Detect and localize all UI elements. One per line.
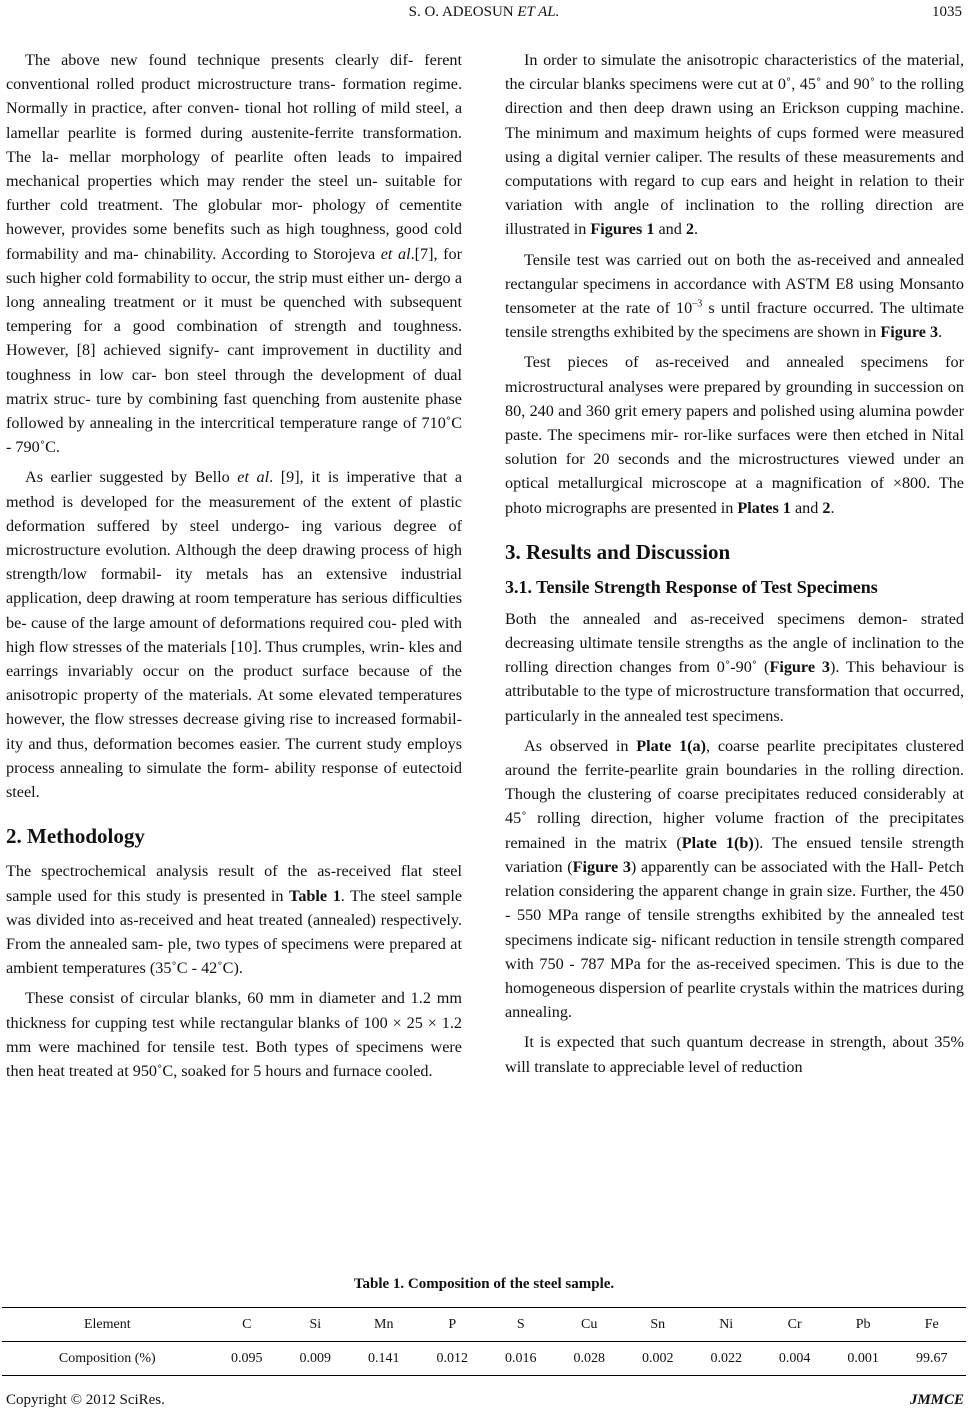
table-header-cell: C [213, 1308, 281, 1342]
plate-ref-link[interactable]: 2 [822, 498, 831, 517]
table-header-cell: P [418, 1308, 486, 1342]
section-heading-results: 3. Results and Discussion [505, 539, 731, 564]
plate-ref-link[interactable]: Plate 1(a) [636, 736, 707, 755]
paragraph: The above new found technique presents clearly dif- ferent conventional rolled product microstructure trans- formation regime. Normally in practice, after conven- tional hot rolling of mild steel, a lamellar pearlite is formed during austenite-ferrite transformation. The la- mellar morphology of pearlite often leads to impaired mechanical properties which may render the steel un- suitable for further cold treatment. The globular mor- phology of cementite however, provides some benefits such as high toughness, good cold formability and ma- chinability. According to Storojeva et al.[7], for such higher cold formability to occur, the strip must either un- dergo a long annealing treatment or it must be quenched with subsequent tempering for a good combination of strength and toughness. However, [8] achieved signify- cant improvement in ductility and toughness in low car- bon steel through the development of dual matrix struc- ture by combining fast quenching from austenite phase followed by annealing in the intercritical temperature range of 710˚C - 790˚C. [6, 51, 463, 457]
composition-table-block [0, 1276, 968, 1376]
table-ref-link[interactable]: Table 1 [289, 886, 341, 905]
figure-ref-link[interactable]: Figure 3 [880, 323, 939, 342]
paragraph: In order to simulate the anisotropic characteristics of the material, the circular blanks specimens were cut at 0˚, 45˚ and 90˚ to the rolling direction and then deep drawn using an Erickson cupping machine. The minimum and maximum heights of cups formed were measured using a digital vernier caliper. The results of these measurements and computations with regard to cup ears and height in relation to their variation with angle of inclination to the rolling direction are illustrated in Figures 1 and 2. [505, 51, 964, 239]
table-cell: 0.022 [692, 1342, 760, 1376]
table-header-cell: Ni [692, 1308, 760, 1342]
journal-name: JMMCE [909, 1392, 964, 1408]
table-header-cell: Mn [350, 1308, 418, 1342]
figure-ref-link[interactable]: Figure 3 [769, 658, 830, 677]
left-column [6, 48, 462, 1089]
running-head-authors: S. O. ADEOSUN [408, 4, 514, 20]
table-header-cell: Element [2, 1308, 213, 1342]
table-cell: 0.001 [829, 1342, 897, 1376]
paragraph: As observed in Plate 1(a), coarse pearlite precipitates clustered around the ferrite-pearlite grain boundaries in the rolling direction. Though the clustering of coarse precipitates reduced considerably at 45˚ rolling direction, higher volume fraction of the precipitates remained in the matrix (Plate 1(b)). The ensued tensile strength variation (Figure 3) apparently can be associated with the Hall- Petch relation considering the apparent change in grain size. Further, the 450 - 550 MPa range of tensile strengths exhibited by the annealed test specimens indicate sig- nificant reduction in tensile strength compared with 750 - 787 MPa for the as-received specimen. This is due to the homogeneous dispersion of pearlite crystals within the matrices during annealing. [505, 736, 964, 1022]
page-header [0, 4, 968, 26]
table-header-row [2, 1308, 966, 1342]
table-cell: 0.141 [350, 1342, 418, 1376]
composition-table [2, 1307, 966, 1376]
copyright-notice: Copyright © 2012 SciRes. [6, 1392, 165, 1408]
table-cell: 0.028 [555, 1342, 623, 1376]
table-header-cell: S [487, 1308, 555, 1342]
running-head [0, 4, 968, 21]
paragraph: These consist of circular blanks, 60 mm in diameter and 1.2 mm thickness for cupping test while rectangular blanks of 100 × 25 × 1.2 mm were machined for tensile test. Both types of specimens were then heat treated at 950˚C, soaked for 5 hours and furnace cooled. [6, 989, 462, 1080]
table-caption: Table 1. Composition of the steel sample. [353, 1276, 615, 1292]
paragraph: As earlier suggested by Bello et al. [9], it is imperative that a method is developed for the measurement of the extent of plastic deformation suffered by steel undergo- ing various degree of microstructure evolution. Although the deep drawing process of high strength/low formabil- ity metals has an extensive industrial application, deep drawing at room temperature has serious difficulties be- cause of the large amount of deformations required cou- pled with high flow stresses of the materials [10]. Thus crumples, wrin- kles and earrings invariably occur on the product surface because of the anisotropic property of the materials. At some elevated temperatures however, the flow stresses decrease giving rise to increased formabil- ity and thus, deformation becomes easier. The current study employs process annealing to simulate the form- ability response of eutectoid steel. [6, 468, 463, 802]
table-header-cell: Pb [829, 1308, 897, 1342]
page-footer [6, 1392, 964, 1409]
paragraph: Tensile test was carried out on both the as-received and annealed rectangular specimens in accordance with ASTM E8 using Monsanto tensometer at the rate of $10^{-3}$ s until fracture occurred. The ultimate tensile strengths exhibited by the specimens are shown in Figure 3. [505, 250, 964, 342]
figure-ref-link[interactable]: Figure 3 [572, 857, 631, 876]
right-column [505, 48, 964, 1085]
section-heading-methodology: 2. Methodology [6, 824, 145, 849]
paragraph: Both the annealed and as-received specimens demon- strated decreasing ultimate tensile strengths as the angle of inclination to the rolling direction changes from 0˚-90˚ (Figure 3). This behaviour is attributable to the type of microstructure transformation that occurred, particularly in the annealed test specimens. [505, 609, 964, 725]
table-cell: 0.095 [213, 1342, 281, 1376]
table-cell: 99.67 [897, 1342, 966, 1376]
paragraph: It is expected that such quantum decrease in strength, about 35% will translate to appreciable level of reduction [505, 1033, 964, 1076]
table-header-cell: Fe [897, 1308, 966, 1342]
page-number: 1035 [932, 4, 962, 20]
table-header-cell: Cu [555, 1308, 623, 1342]
running-head-etal: ET AL. [517, 4, 560, 20]
plate-ref-link[interactable]: Plates 1 [737, 498, 791, 517]
table-row [2, 1342, 966, 1376]
table-cell: 0.009 [281, 1342, 349, 1376]
table-header-cell: Cr [760, 1308, 828, 1342]
paragraph: Test pieces of as-received and annealed specimens for microstructural analyses were prepared by grounding in succession on 80, 240 and 360 grit emery papers and polished using alumina powder paste. The specimens mir- ror-like surfaces were then etched in Nital solution for 20 seconds and the microstructures viewed under an optical metallurgical microscope at a magnification of ×800. The photo micrographs are presented in Plates 1 and 2. [505, 353, 964, 517]
table-cell: 0.002 [623, 1342, 691, 1376]
table-cell: Composition (%) [2, 1342, 213, 1376]
figure-ref-link[interactable]: 2 [685, 220, 694, 239]
table-header-cell: Si [281, 1308, 349, 1342]
paragraph: The spectrochemical analysis result of the as-received flat steel sample used for this study is presented in Table 1. The steel sample was divided into as-received and heat treated (annealed) respectively. From the annealed sam- ple, two types of specimens were prepared at ambient temperatures (35˚C - 42˚C). [6, 862, 463, 978]
table-cell: 0.012 [418, 1342, 486, 1376]
table-cell: 0.004 [760, 1342, 828, 1376]
figure-ref-link[interactable]: Figures 1 [590, 220, 655, 239]
table-cell: 0.016 [487, 1342, 555, 1376]
subsection-heading-tensile: 3.1. Tensile Strength Response of Test Specimens [505, 576, 878, 597]
plate-ref-link[interactable]: Plate 1(b) [681, 833, 754, 852]
table-header-cell: Sn [623, 1308, 691, 1342]
